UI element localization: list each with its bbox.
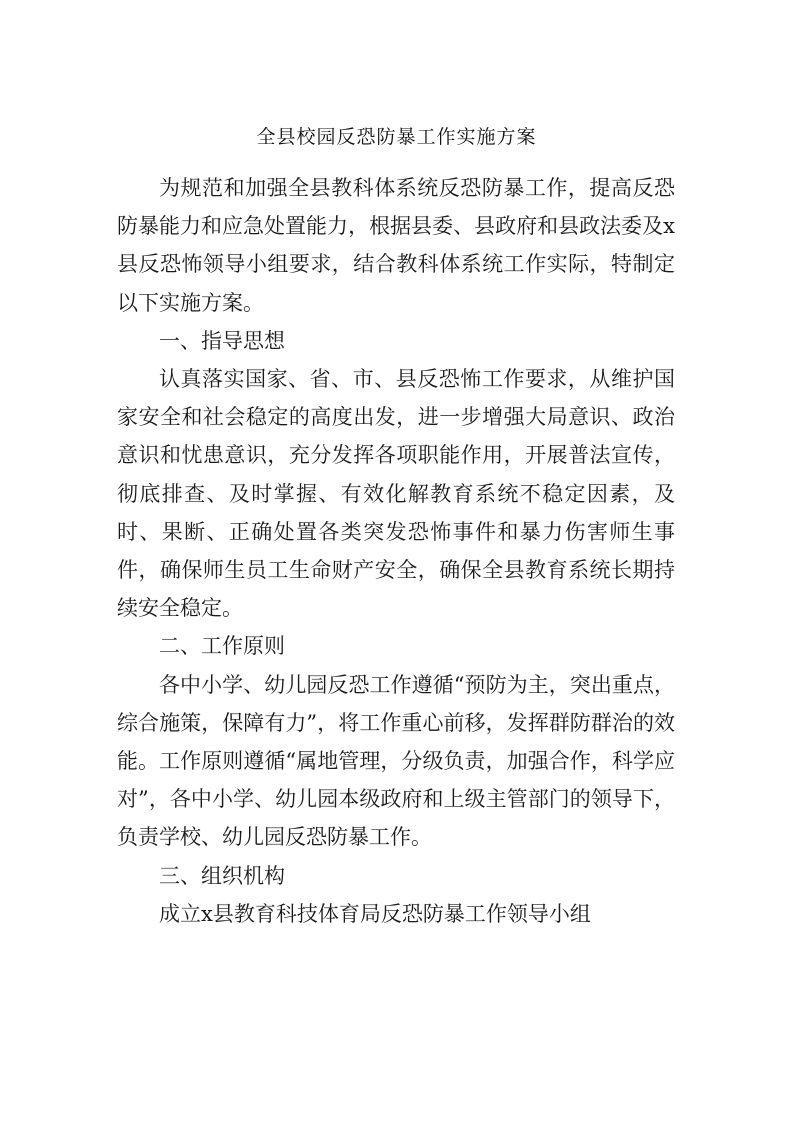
section-heading-organization: 三、组织机构 — [159, 863, 285, 888]
paragraph-work-principles: 各中小学、幼儿园反恐工作遵循“预防为主，突出重点，综合施策，保障有力”，将工作重心前移，发挥群防群治的效能。工作原则遵循“属地管理，分级负责，加强合作，科学应对”，各中小学、幼儿园本级政府和上级主管部门的领导下，负责学校、幼儿园反恐防暴工作。 — [117, 672, 675, 850]
document-body — [117, 169, 675, 933]
paragraph-intro: 为规范和加强全县教科体系统反恐防暴工作，提高反恐防暴能力和应急处置能力，根据县委、县政府和县政法委及x县反恐怖领导小组要求，结合教科体系统工作实际，特制定以下实施方案。 — [117, 176, 675, 315]
paragraph-organization: 成立x县教育科技体育局反恐防暴工作领导小组 — [159, 901, 591, 926]
section-heading-guiding-ideology: 一、指导思想 — [159, 328, 285, 353]
section-heading-work-principles: 二、工作原则 — [159, 634, 285, 659]
paragraph-guiding-ideology: 认真落实国家、省、市、县反恐怖工作要求，从维护国家安全和社会稳定的高度出发，进一步增强大局意识、政治意识和忧患意识，充分发挥各项职能作用，开展普法宣传，彻底排查、及时掌握、有效化解教育系统不稳定因素，及时、果断、正确处置各类突发恐怖事件和暴力伤害师生事件，确保师生员工生命财产安全，确保全县教育系统长期持续安全稳定。 — [117, 367, 675, 621]
document-title: 全县校园反恐防暴工作实施方案 — [256, 126, 537, 148]
